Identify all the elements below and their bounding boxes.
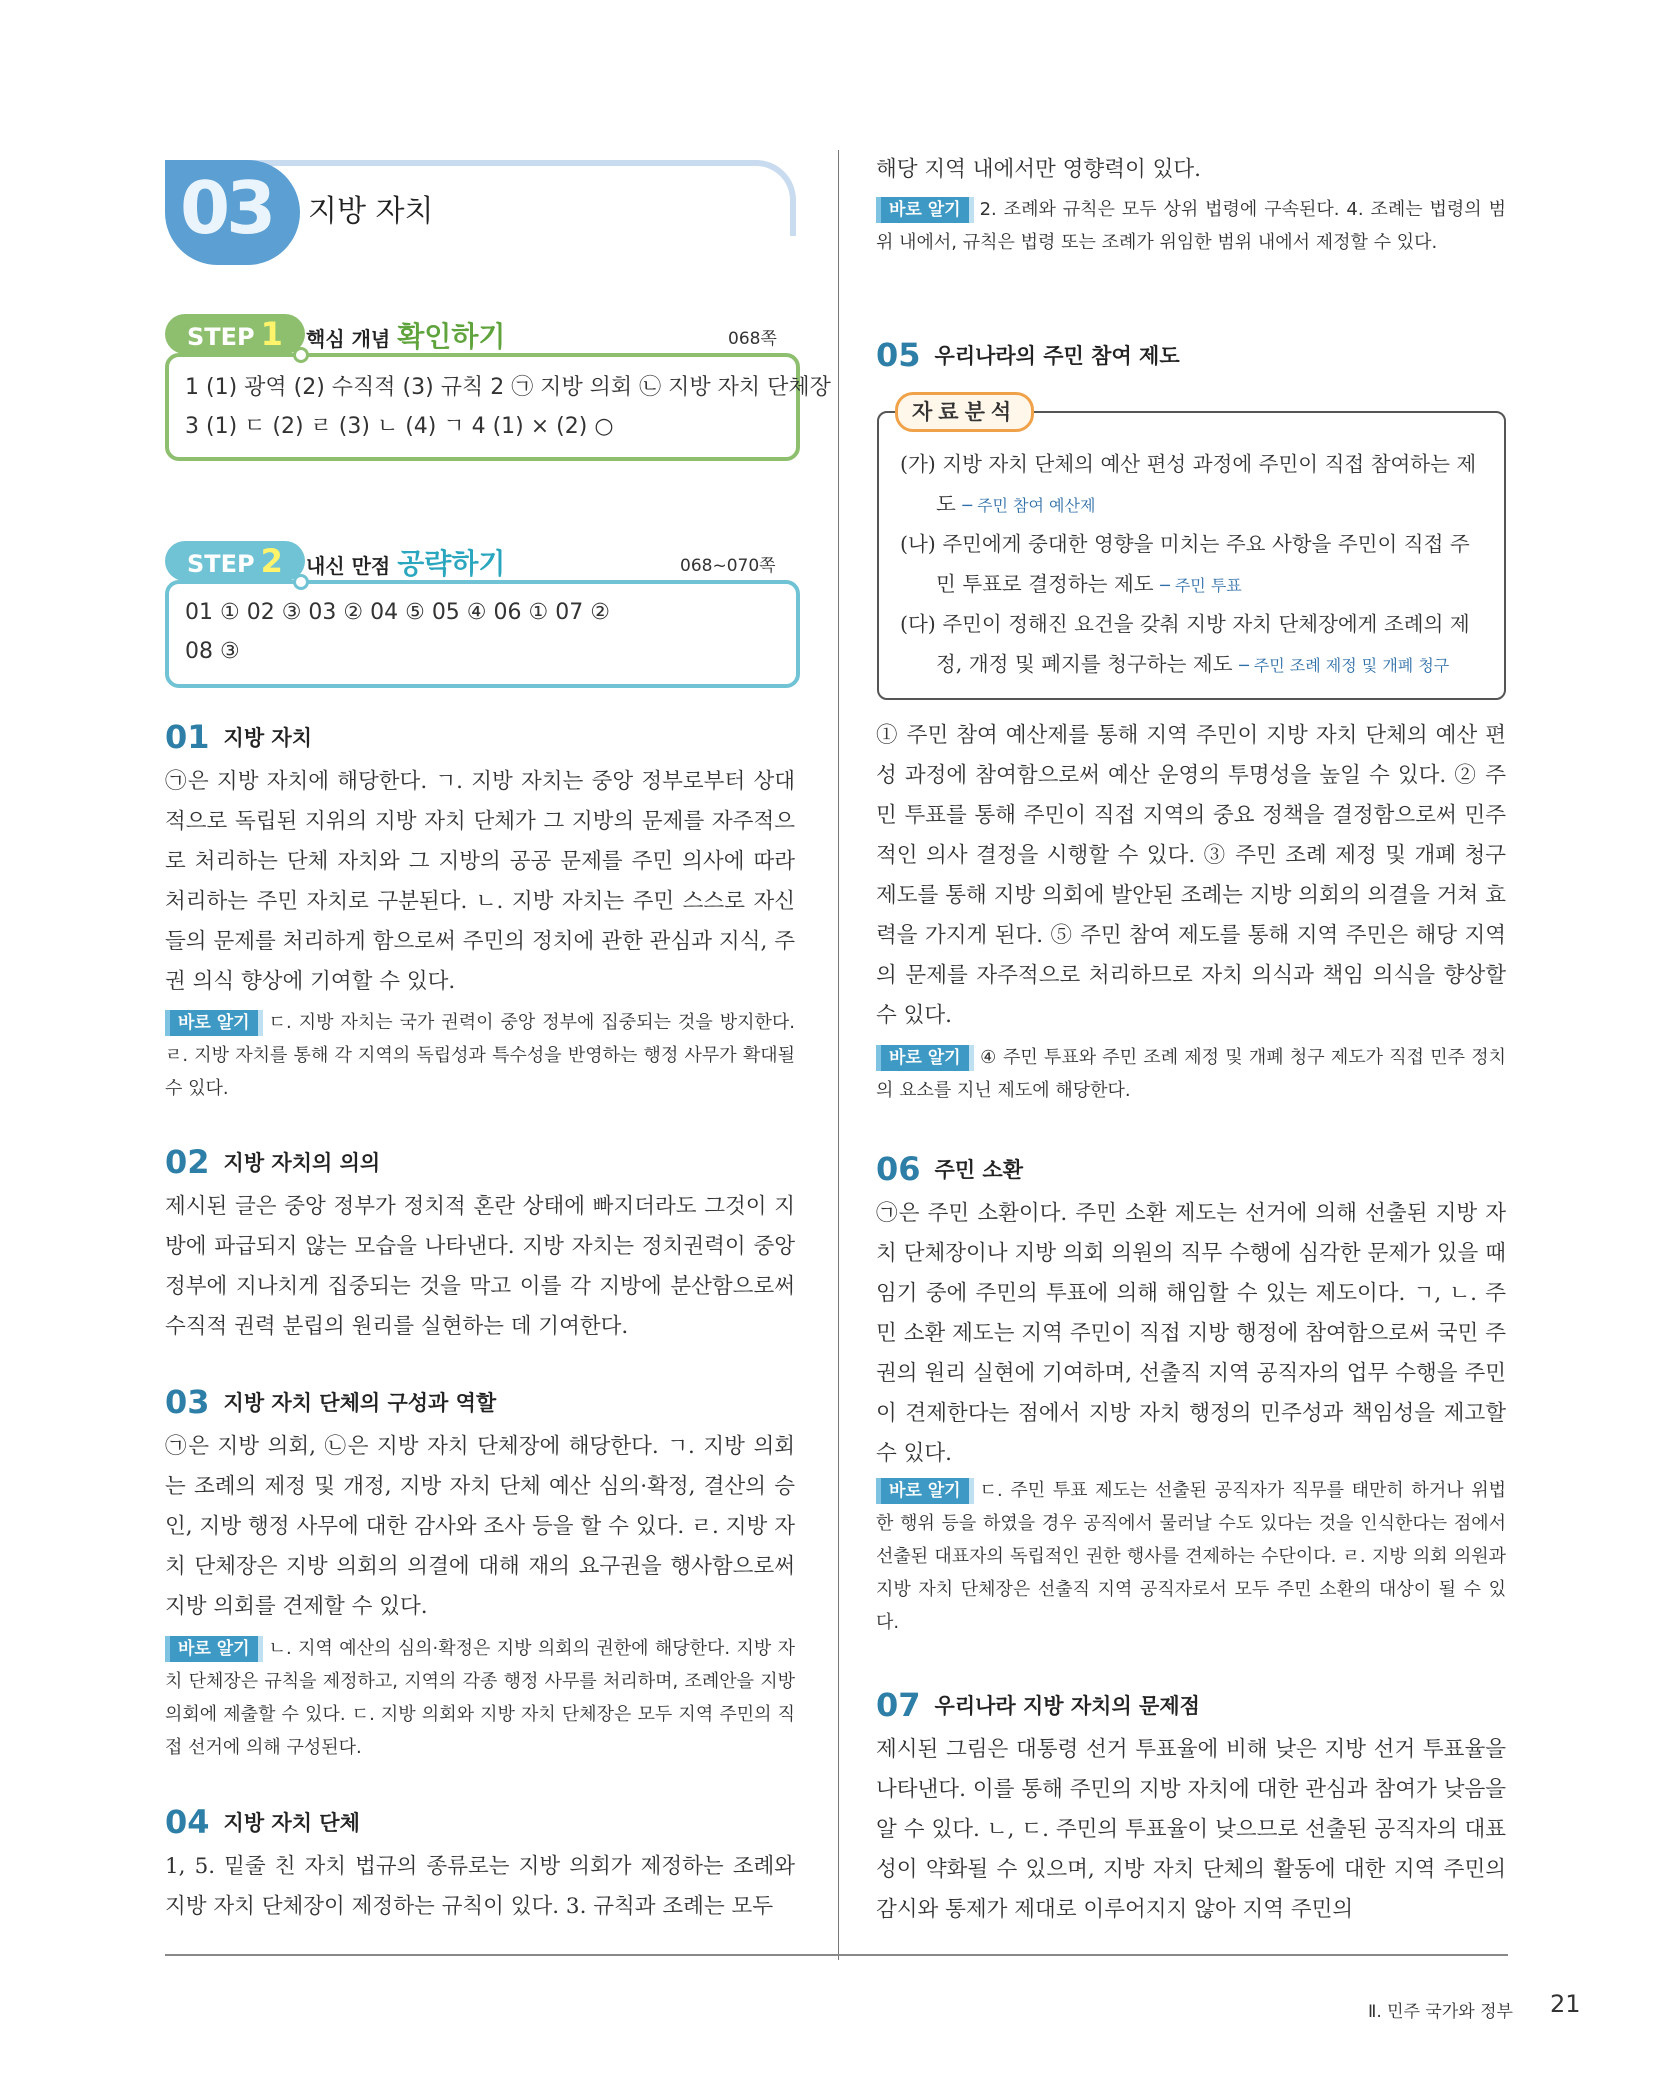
section-02-number: 02 [165, 1143, 210, 1181]
step1-tab-num: 1 [260, 315, 283, 353]
section-04-number: 04 [165, 1803, 210, 1841]
data-item-ga-cont: 도 [936, 492, 956, 516]
step1-heading [306, 315, 505, 355]
step1-tab [165, 314, 305, 354]
section-01-heading: 지방 자치 [223, 726, 312, 750]
step2-tab-label: STEP [187, 550, 255, 578]
quick-check-badge: 바로 알기 [165, 1636, 263, 1662]
section-02-heading: 지방 자치의 의의 [223, 1151, 381, 1175]
section-03-title [165, 1383, 496, 1421]
section-02-body: 제시된 글은 중앙 정부가 정치적 혼란 상태에 빠지더라도 그것이 지방에 파급되지 않는 모습을 나타낸다. 지방 자치는 정치권력이 중앙 정부에 지나치게 집중되는 것을 막고 이를 각 지방에 분산함으로써 수직적 권력 분립의 원리를 실현하는 데 기여한다. [165, 1194, 795, 1339]
step1-heading-big: 확인하기 [397, 320, 506, 353]
step1-answers-line1: 1 (1) 광역 (2) 수직적 (3) 규칙 2 ㉠ 지방 의회 ㉡ 지방 자치 단체장 [185, 375, 831, 400]
section-01-note [165, 1006, 795, 1105]
data-item-ga-line1: (가) 지방 자치 단체의 예산 편성 과정에 주민이 직접 참여하는 제 [900, 452, 1477, 476]
section-05-number: 05 [876, 336, 921, 374]
section-06-body: ㉠은 주민 소환이다. 주민 소환 제도는 선거에 의해 선출된 지방 자치 단체장이나 지방 의회 의원의 직무 수행에 심각한 문제가 있을 때 임기 중에 주민의 투표에 의해 해임할 수 있는 제도이다. ㄱ, ㄴ. 주민 소환 제도는 지역 주민이 직접 지방 행정에 참여함으로써 국민 주권의 원리 실현에 기여하며, 선출직 지역 공직자의 업무 수행을 주민이 견제한다는 점에서 지방 자치 행정의 민주성과 책임성을 제고할 수 있다. [876, 1201, 1506, 1466]
section-04-body: 1, 5. 밑줄 친 자치 법규의 종류로는 지방 의회가 제정하는 조례와 지방 자치 단체장이 제정하는 규칙이 있다. 3. 규칙과 조례는 모두 [165, 1854, 795, 1919]
section-04-title [165, 1803, 360, 1841]
section-07-heading: 우리나라 지방 자치의 문제점 [934, 1694, 1200, 1718]
chapter-number: 03 [180, 166, 273, 250]
step1-pages: 068쪽 [728, 329, 777, 349]
step2-tab-num: 2 [260, 542, 283, 580]
section-06-title [876, 1150, 1023, 1188]
data-item-da-line1: (다) 주민이 정해진 요건을 갖춰 지방 자치 단체장에게 조례의 제 [900, 612, 1470, 636]
step1-heading-small: 핵심 개념 [306, 327, 391, 351]
quick-check-badge: 바로 알기 [876, 1478, 974, 1504]
section-06-heading: 주민 소환 [934, 1158, 1023, 1182]
section-06-note [876, 1474, 1506, 1639]
page-bottom-rule [165, 1954, 1508, 1956]
section-05-note [876, 1041, 1506, 1107]
page-number: 21 [1550, 1990, 1581, 2018]
chapter-title: 지방 자치 [308, 194, 434, 229]
footer-chapter: Ⅱ. 민주 국가와 정부 [1368, 2002, 1513, 2022]
section-05-heading: 우리나라의 주민 참여 제도 [934, 344, 1180, 368]
section-07-number: 07 [876, 1686, 921, 1724]
section-03-number: 03 [165, 1383, 210, 1421]
section-03-note [165, 1632, 795, 1764]
section-04-note-text: 2. 조례와 규칙은 모두 상위 법령에 구속된다. 4. 조례는 법령의 범위 내에서, 규칙은 법령 또는 조례가 위임한 범위 내에서 제정할 수 있다. [876, 199, 1506, 253]
section-01-title [165, 718, 312, 756]
section-01-note-text: ㄷ. 지방 자치는 국가 권력이 중앙 정부에 집중되는 것을 방지한다. ㄹ. 지방 자치를 통해 각 지역의 독립성과 특수성을 반영하는 행정 사무가 확대될 수 있다. [165, 1012, 795, 1099]
section-01-number: 01 [165, 718, 210, 756]
section-05-title [876, 336, 1180, 374]
data-item-da-tag: ─ 주민 조례 제정 및 개폐 청구 [1239, 656, 1450, 675]
data-item-na-line2 [900, 567, 1536, 597]
column-divider [838, 150, 839, 1960]
section-01-body: ㉠은 지방 자치에 해당한다. ㄱ. 지방 자치는 중앙 정부로부터 상대적으로 독립된 지위의 지방 자치 단체가 그 지방의 문제를 자주적으로 처리하는 단체 자치와 그 지방의 공공 문제를 주민 의사에 따라 처리하는 주민 자치로 구분된다. ㄴ. 지방 자치는 주민 스스로 자신들의 문제를 처리하게 함으로써 주민의 정치에 관한 관심과 지식, 주권 의식 향상에 기여할 수 있다. [165, 769, 795, 994]
data-item-da-cont: 정, 개정 및 폐지를 청구하는 제도 [936, 652, 1233, 676]
step1-tab-label: STEP [187, 323, 255, 351]
section-06-number: 06 [876, 1150, 921, 1188]
step2-heading-small: 내신 만점 [306, 554, 391, 578]
step2-box [165, 580, 800, 688]
section-03-body: ㉠은 지방 의회, ㉡은 지방 자치 단체장에 해당한다. ㄱ. 지방 의회는 조례의 제정 및 개정, 지방 자치 단체 예산 심의·확정, 결산의 승인, 지방 행정 사무에 대한 감사와 조사 등을 할 수 있다. ㄹ. 지방 자치 단체장은 지방 의회의 의결에 대해 재의 요구권을 행사함으로써 지방 의회를 견제할 수 있다. [165, 1434, 795, 1619]
section-07-body: 제시된 그림은 대통령 선거 투표율에 비해 낮은 지방 선거 투표율을 나타낸다. 이를 통해 주민의 지방 자치에 대한 관심과 참여가 낮음을 알 수 있다. ㄴ, ㄷ. 주민의 투표율이 낮으므로 선출된 공직자의 대표성이 약화될 수 있으며, 지방 자치 단체의 활동에 대한 지역 주민의 감시와 통제가 제대로 이루어지지 않아 지역 주민의 [876, 1737, 1506, 1922]
step2-heading-big: 공략하기 [397, 547, 506, 580]
section-04-heading: 지방 자치 단체 [223, 1811, 360, 1835]
section-07-title [876, 1686, 1200, 1724]
data-item-ga-line2 [900, 487, 1536, 517]
quick-check-badge: 바로 알기 [876, 1045, 974, 1071]
data-item-na-cont: 민 투표로 결정하는 제도 [936, 572, 1154, 596]
step2-answers-line2: 08 ③ [185, 639, 240, 664]
step2-answers-line1: 01 ① 02 ③ 03 ② 04 ⑤ 05 ④ 06 ① 07 ② [185, 600, 610, 625]
quick-check-badge: 바로 알기 [165, 1010, 263, 1036]
data-item-na-tag: ─ 주민 투표 [1160, 576, 1242, 595]
section-05-body: ① 주민 참여 예산제를 통해 지역 주민이 지방 자치 단체의 예산 편성 과정에 참여함으로써 예산 운영의 투명성을 높일 수 있다. ② 주민 투표를 통해 주민이 직접 지역의 중요 정책을 결정함으로써 민주적인 의사 결정을 시행할 수 있다. ③ 주민 조례 제정 및 개폐 청구 제도를 통해 지방 의회에 발안된 조례는 지방 의회의 의결을 거쳐 효력을 가지게 된다. ⑤ 주민 참여 제도를 통해 지역 주민은 해당 지역의 문제를 자주적으로 처리하므로 자치 의식과 책임 의식을 향상할 수 있다. [876, 723, 1506, 1028]
section-03-note-text: ㄴ. 지역 예산의 심의·확정은 지방 의회의 권한에 해당한다. 지방 자치 단체장은 규칙을 제정하고, 지역의 각종 행정 사무를 처리하며, 조례안을 지방 의회에 제출할 수 있다. ㄷ. 지방 의회와 지방 자치 단체장은 모두 지역 주민의 직접 선거에 의해 구성된다. [165, 1638, 795, 1758]
section-04-note [876, 193, 1506, 259]
data-item-ga-tag: ─ 주민 참여 예산제 [962, 496, 1096, 515]
section-05-note-text: ④ 주민 투표와 주민 조례 제정 및 개폐 청구 제도가 직접 민주 정치의 요소를 지닌 제도에 해당한다. [876, 1047, 1506, 1101]
step1-answers-line2: 3 (1) ㄷ (2) ㄹ (3) ㄴ (4) ㄱ 4 (1) × (2) ○ [185, 414, 614, 439]
step2-pages: 068~070쪽 [680, 556, 776, 576]
quick-check-badge: 바로 알기 [876, 197, 974, 223]
section-02-title [165, 1143, 380, 1181]
step2-tab [165, 541, 305, 581]
step2-heading [306, 542, 505, 582]
section-03-heading: 지방 자치 단체의 구성과 역할 [223, 1391, 497, 1415]
section-06-note-text: ㄷ. 주민 투표 제도는 선출된 공직자가 직무를 태만히 하거나 위법한 행위 등을 하였을 경우 공직에서 물러날 수도 있다는 것을 인식한다는 점에서 선출된 대표자의 독립적인 권한 행사를 견제하는 수단이다. ㄹ. 지방 의회 의원과 지방 자치 단체장은 선출직 지역 공직자로서 모두 주민 소환의 대상이 될 수 있다. [876, 1480, 1506, 1633]
data-item-da-line2 [900, 647, 1536, 677]
data-item-na-line1: (나) 주민에게 중대한 영향을 미치는 주요 사항을 주민이 직접 주 [900, 532, 1470, 556]
data-analysis-label: 자료분석 [895, 392, 1034, 432]
section-04-body-continued: 해당 지역 내에서만 영향력이 있다. [876, 157, 1201, 182]
